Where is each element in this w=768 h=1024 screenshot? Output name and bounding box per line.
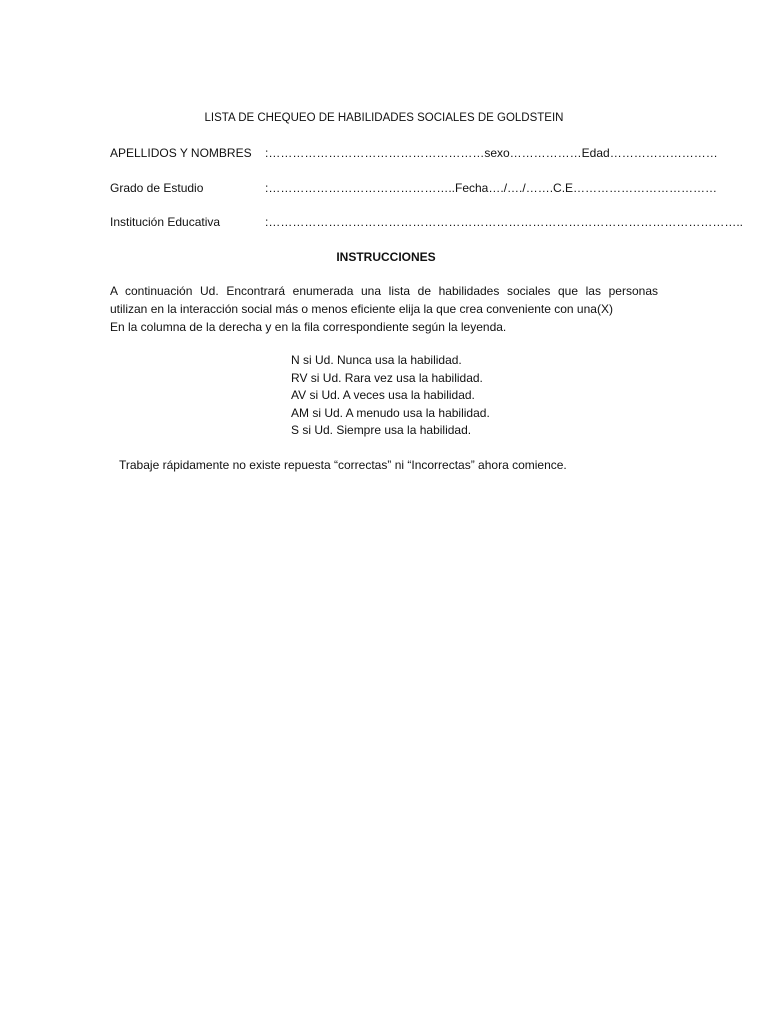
legend-item: AM si Ud. A menudo usa la habilidad. xyxy=(291,405,490,420)
field-value-grado: :………………………………………..Fecha…./…./…….C.E……………………………… xyxy=(265,181,718,195)
paragraph-line: utilizan en la interacción social más o menos eficiente elija la que crea conveniente con una(X) xyxy=(110,302,613,316)
field-label-institucion: Institución Educativa xyxy=(110,215,221,229)
legend-item: S si Ud. Siempre usa la habilidad. xyxy=(291,423,472,437)
legend-list xyxy=(291,352,490,440)
field-value-apellidos: :………………………………………………sexo………………Edad……………………… xyxy=(265,146,718,160)
field-label-grado: Grado de Estudio xyxy=(110,181,204,195)
legend-item: RV si Ud. Rara vez usa la habilidad. xyxy=(291,370,483,385)
document-title: LISTA DE CHEQUEO DE HABILIDADES SOCIALES DE GOLDSTEIN xyxy=(204,112,564,124)
field-value-institucion: :……………………………………………………………………………………………………….. xyxy=(265,215,744,229)
instructions-paragraph xyxy=(110,282,658,336)
legend-item: AV si Ud. A veces usa la habilidad. xyxy=(291,388,475,402)
instructions-heading: INSTRUCCIONES xyxy=(336,250,436,264)
legend-item: N si Ud. Nunca usa la habilidad. xyxy=(291,353,462,367)
field-label-apellidos: APELLIDOS Y NOMBRES xyxy=(110,146,252,160)
paragraph-line: En la columna de la derecha y en la fila correspondiente según la leyenda. xyxy=(110,320,507,334)
closing-note: Trabaje rápidamente no existe repuesta “correctas” ni “Incorrectas” ahora comience. xyxy=(119,458,567,472)
paragraph-line: A continuación Ud. Encontrará enumerada una lista de habilidades sociales que las personas xyxy=(110,284,658,298)
